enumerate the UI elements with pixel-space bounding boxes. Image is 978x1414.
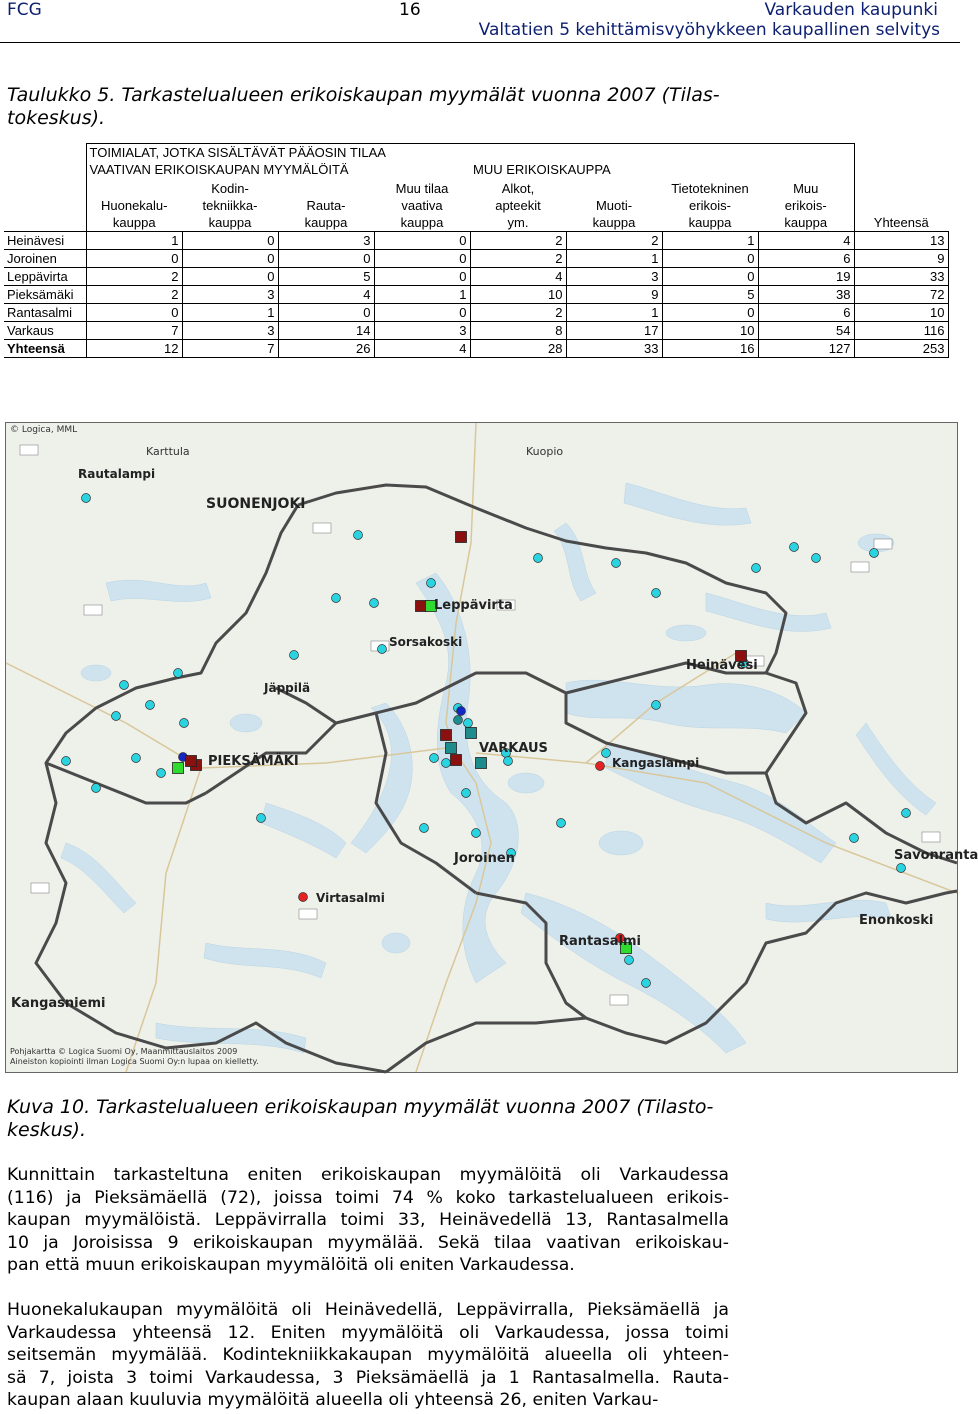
store-marker-circle <box>902 809 911 818</box>
map-copyright-top: © Logica, MML <box>10 425 78 435</box>
table-cell: 16 <box>662 340 758 358</box>
store-marker-circle <box>625 956 634 965</box>
paragraph-line: (116) ja Pieksämäellä (72), joissa toimi 74 % koko tarkastelualueen erikois- <box>7 1187 729 1208</box>
table-cell: 26 <box>278 340 374 358</box>
table-cell: 10 <box>470 286 566 304</box>
table-cell: 1 <box>374 286 470 304</box>
column-header-line: Muu tilaa <box>395 181 449 196</box>
store-marker-circle <box>652 589 661 598</box>
table-cell: 1 <box>566 304 662 322</box>
table-row <box>4 250 948 268</box>
table-cell: 54 <box>758 322 854 340</box>
column-header <box>86 178 182 232</box>
store-marker-circle <box>870 549 879 558</box>
column-header <box>470 178 566 232</box>
column-header-line: kauppa <box>688 215 732 230</box>
table-cell: 2 <box>470 250 566 268</box>
report-title: Valtatien 5 kehittämisvyöhykkeen kaupallinen selvitys <box>478 20 940 40</box>
map-label-kangaslampi: Kangaslampi <box>612 756 700 770</box>
store-marker-square <box>416 601 427 612</box>
store-map <box>5 422 978 1073</box>
table-cell: 3 <box>182 322 278 340</box>
store-marker-circle <box>157 769 166 778</box>
table-cell: 116 <box>854 322 948 340</box>
table-cell: 2 <box>470 304 566 322</box>
store-marker-circle <box>82 494 91 503</box>
store-marker-circle <box>457 707 466 716</box>
column-header <box>278 178 374 232</box>
table-cell: 10 <box>854 304 948 322</box>
table-cell: 17 <box>566 322 662 340</box>
store-marker-circle <box>504 757 513 766</box>
table-cell: 19 <box>758 268 854 286</box>
column-header-line: apteekit <box>495 198 541 213</box>
store-marker-circle <box>534 554 543 563</box>
table-cell: 0 <box>182 250 278 268</box>
table-cell: 0 <box>182 268 278 286</box>
store-marker-square <box>451 755 462 766</box>
table-row <box>4 232 948 250</box>
table-row <box>4 304 948 322</box>
map-copyright-line1: Pohjakartta © Logica Suomi Oy, Maanmittauslaitos 2009 <box>10 1047 238 1056</box>
store-marker-circle <box>378 645 387 654</box>
store-marker-circle <box>454 716 463 725</box>
store-marker-circle <box>752 564 761 573</box>
group2-header: MUU ERIKOISKAUPPA <box>470 144 854 179</box>
paragraph-line: kaupan myymälöistä. Leppävirralla toimi 33, Heinävedellä 13, Rantasalmella <box>7 1210 729 1230</box>
map-label-kuopio: Kuopio <box>526 445 564 458</box>
table-cell: 3 <box>374 322 470 340</box>
table-cell: 0 <box>662 250 758 268</box>
table-cell: 12 <box>86 340 182 358</box>
table-cell: 9 <box>854 250 948 268</box>
table-cell: 4 <box>374 340 470 358</box>
column-header <box>854 178 948 232</box>
column-header-line: kauppa <box>112 215 156 230</box>
table-cell: 2 <box>470 232 566 250</box>
column-header-line: Tietotekninen <box>671 181 749 196</box>
table-row <box>4 286 948 304</box>
store-marker-circle <box>812 554 821 563</box>
store-marker-circle <box>299 893 308 902</box>
table-cell: 0 <box>662 268 758 286</box>
table-cell: 6 <box>758 304 854 322</box>
column-header <box>758 178 854 232</box>
row-label: Joroinen <box>4 250 86 268</box>
table-cell: 1 <box>86 232 182 250</box>
table-cell: 0 <box>278 304 374 322</box>
paragraph-line: sä 7, joista 3 toimi Varkaudessa, 3 Pieksämäellä ja 1 Rantasalmella. Rauta- <box>7 1367 729 1388</box>
table-cell: 9 <box>566 286 662 304</box>
column-header-line: Yhteensä <box>873 215 929 230</box>
store-marker-square <box>173 763 184 774</box>
table-cell: 0 <box>278 250 374 268</box>
map-label-virtasalmi: Virtasalmi <box>316 891 385 905</box>
store-marker-circle <box>354 531 363 540</box>
column-header-line: vaativa <box>401 198 443 213</box>
column-header <box>566 178 662 232</box>
table-cell: 1 <box>182 304 278 322</box>
store-marker-circle <box>257 814 266 823</box>
column-header-line: Alkot, <box>501 181 535 196</box>
store-marker-circle <box>62 757 71 766</box>
row-label: Heinävesi <box>4 232 86 250</box>
store-marker-circle <box>146 701 155 710</box>
column-header-line: Huonekalu- <box>101 198 168 213</box>
table-caption <box>7 84 747 130</box>
column-header-line: Muoti- <box>595 198 633 213</box>
figure-caption-line: Kuva 10. Tarkastelualueen erikoiskaupan myymälät vuonna 2007 (Tilasto- <box>7 1096 714 1118</box>
store-marker-circle <box>602 749 611 758</box>
table-cell: 4 <box>278 286 374 304</box>
map-label-suonenjoki: SUONENJOKI <box>206 496 306 512</box>
column-header-line: Kodin- <box>211 181 249 196</box>
store-marker-circle <box>420 824 429 833</box>
table-cell: 0 <box>86 250 182 268</box>
table-cell: 38 <box>758 286 854 304</box>
table-cell: 0 <box>374 268 470 286</box>
paragraph-line: kaupan alaan kuuluvia myymälöitä alueella oli yhteensä 26, eniten Varkau- <box>7 1390 659 1410</box>
map-label-heinavesi: Heinävesi <box>686 658 758 673</box>
table-cell: 10 <box>662 322 758 340</box>
client-name: Varkauden kaupunki <box>764 0 938 20</box>
table-cell: 4 <box>470 268 566 286</box>
store-marker-circle <box>132 754 141 763</box>
column-header <box>182 178 278 232</box>
map-label-sorsakoski: Sorsakoski <box>389 635 463 649</box>
table-cell: 1 <box>662 232 758 250</box>
store-marker-circle <box>290 651 299 660</box>
store-marker-circle <box>174 669 183 678</box>
page-number: 16 <box>399 0 421 20</box>
table-cell: 5 <box>662 286 758 304</box>
store-marker-circle <box>596 762 605 771</box>
table-cell: 2 <box>566 232 662 250</box>
store-marker-circle <box>790 543 799 552</box>
total-row <box>4 340 948 358</box>
column-header-line: erikois- <box>689 198 731 213</box>
table-caption-line: tokeskus). <box>7 107 106 129</box>
store-marker-square <box>466 728 477 739</box>
table-row <box>4 268 948 286</box>
figure-caption-line: keskus). <box>7 1119 86 1141</box>
column-header-row <box>4 178 948 232</box>
map-label-pieksamaki: PIEKSÄMÄKI <box>208 754 299 769</box>
table-cell: 2 <box>86 268 182 286</box>
paragraph-line: Huonekalukaupan myymälöitä oli Heinävedellä, Leppävirralla, Pieksämäellä ja <box>7 1300 729 1320</box>
table-cell: 0 <box>662 304 758 322</box>
table-cell: 5 <box>278 268 374 286</box>
stores-table <box>4 143 949 358</box>
column-header-line: tekniikka- <box>202 198 258 213</box>
store-marker-circle <box>472 829 481 838</box>
map-label-kangasniemi: Kangasniemi <box>11 996 106 1011</box>
store-marker-circle <box>120 681 129 690</box>
row-label: Rantasalmi <box>4 304 86 322</box>
store-marker-square <box>456 532 467 543</box>
paragraph-line: 10 ja Joroisissa 9 erikoiskaupan myymälää. Sekä tilaa vaativan erikoiskau- <box>7 1232 729 1253</box>
org-name: FCG <box>7 0 42 20</box>
table-cell: 0 <box>374 232 470 250</box>
row-label: Varkaus <box>4 322 86 340</box>
table-cell: 7 <box>182 340 278 358</box>
store-marker-circle <box>652 701 661 710</box>
column-header-line: ym. <box>507 215 529 230</box>
map-copyright-line2: Aineiston kopiointi ilman Logica Suomi Oy:n lupaa on kielletty. <box>10 1057 259 1066</box>
store-marker-circle <box>427 579 436 588</box>
store-marker-circle <box>612 559 621 568</box>
table-cell: 72 <box>854 286 948 304</box>
table-cell: 4 <box>758 232 854 250</box>
column-header-line: Rauta- <box>306 198 346 213</box>
store-marker-circle <box>464 719 473 728</box>
table-cell: 8 <box>470 322 566 340</box>
store-marker-circle <box>430 754 439 763</box>
store-marker-circle <box>642 979 651 988</box>
body-paragraph-1 <box>7 1164 729 1277</box>
map-label-enonkoski: Enonkoski <box>859 913 934 928</box>
column-header-line: kauppa <box>304 215 348 230</box>
row-label: Pieksämäki <box>4 286 86 304</box>
table-cell: 1 <box>566 250 662 268</box>
map-label-rautalampi: Rautalampi <box>78 467 156 481</box>
table-cell: 127 <box>758 340 854 358</box>
table-cell: 3 <box>182 286 278 304</box>
column-header <box>374 178 470 232</box>
table-cell: 33 <box>854 268 948 286</box>
body-paragraph-2 <box>7 1299 729 1412</box>
table-cell: 14 <box>278 322 374 340</box>
column-header-line: erikois- <box>784 198 827 213</box>
map-label-karttula: Karttula <box>146 445 190 458</box>
table-row <box>4 322 948 340</box>
store-marker-circle <box>112 712 121 721</box>
map-label-jappila: Jäppilä <box>264 681 311 695</box>
table-cell: 3 <box>566 268 662 286</box>
table-cell: 33 <box>566 340 662 358</box>
paragraph-line: Kunnittain tarkasteltuna eniten erikoiskaupan myymälöitä oli Varkaudessa <box>7 1165 729 1185</box>
store-marker-square <box>441 730 452 741</box>
store-marker-circle <box>462 789 471 798</box>
table-caption-line: Taulukko 5. Tarkastelualueen erikoiskaupan myymälät vuonna 2007 (Tilas- <box>7 84 720 106</box>
store-marker-circle <box>180 719 189 728</box>
column-header-line: kauppa <box>784 215 828 230</box>
paragraph-line: pan että muun erikoiskaupan myymälöitä oli eniten Varkaudessa. <box>7 1255 575 1275</box>
table-cell: 253 <box>854 340 948 358</box>
store-marker-circle <box>850 834 859 843</box>
table-cell: 0 <box>374 250 470 268</box>
column-header-line: kauppa <box>400 215 444 230</box>
map-label-rantasalmi: Rantasalmi <box>559 934 641 949</box>
store-marker-circle <box>557 819 566 828</box>
store-marker-square <box>186 756 197 767</box>
column-header-line: kauppa <box>208 215 252 230</box>
column-header-line: kauppa <box>592 215 636 230</box>
row-label: Leppävirta <box>4 268 86 286</box>
store-marker-circle <box>92 784 101 793</box>
table-cell: 13 <box>854 232 948 250</box>
table-cell: 0 <box>86 304 182 322</box>
table-cell: 28 <box>470 340 566 358</box>
store-marker-circle <box>897 864 906 873</box>
map-label-joroinen: Joroinen <box>454 851 515 866</box>
store-marker-circle <box>332 594 341 603</box>
table-cell: 6 <box>758 250 854 268</box>
map-label-varkaus: VARKAUS <box>479 741 548 756</box>
table-cell: 0 <box>182 232 278 250</box>
row-label: Yhteensä <box>4 340 86 358</box>
group1-header: TOIMIALAT, JOTKA SISÄLTÄVÄT PÄÄOSIN TILAA VAATIVAN ERIKOISKAUPAN MYYMÄLÖITÄ <box>86 144 470 179</box>
column-header-line: Muu <box>793 181 819 196</box>
paragraph-line: Varkaudessa yhteensä 12. Eniten myymälöitä oli Varkaudessa, jossa toimi <box>7 1322 729 1343</box>
map-label-savonranta: Savonranta <box>894 848 978 863</box>
store-marker-square <box>476 758 487 769</box>
table-cell: 3 <box>278 232 374 250</box>
table-cell: 2 <box>86 286 182 304</box>
header-rule <box>0 42 960 43</box>
store-marker-circle <box>370 599 379 608</box>
table-cell: 7 <box>86 322 182 340</box>
store-marker-square <box>446 743 457 754</box>
paragraph-line: seitsemän myymälää. Kodintekniikkakaupan myymälöitä alueella oli yhteen- <box>7 1345 729 1365</box>
column-header <box>662 178 758 232</box>
store-marker-circle <box>442 759 451 768</box>
figure-caption <box>7 1096 727 1142</box>
table-cell: 0 <box>374 304 470 322</box>
map-label-leppavirta: Leppävirta <box>434 598 513 613</box>
